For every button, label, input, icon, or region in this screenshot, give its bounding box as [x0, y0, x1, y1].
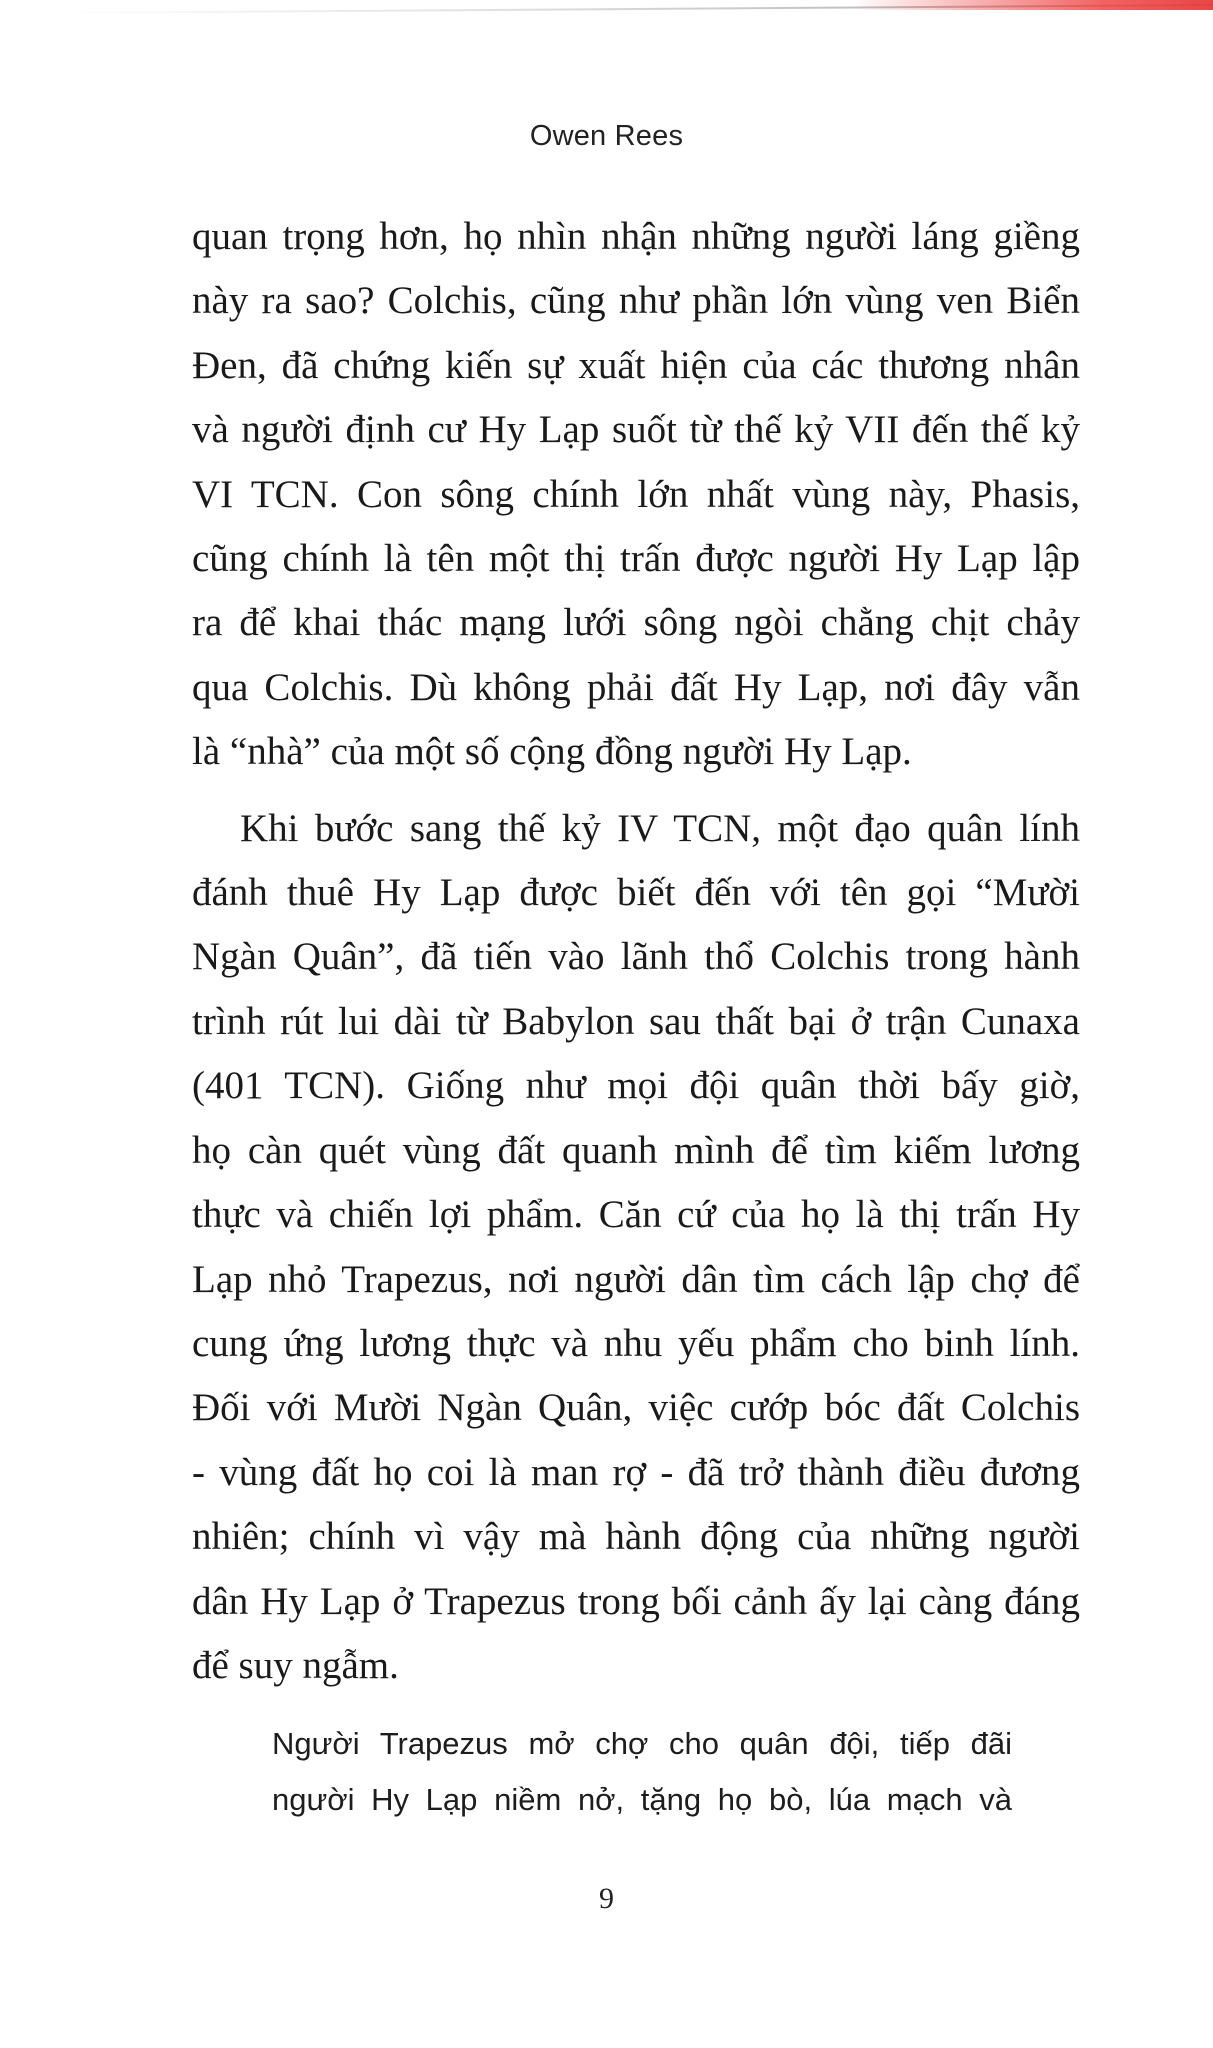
text-line: cung ứng lương thực và nhu yếu phẩm cho binh lính.: [192, 1321, 1080, 1365]
text-line: Đen, đã chứng kiến sự xuất hiện của các thương nhân: [192, 343, 1080, 387]
text-line: Ngàn Quân”, đã tiến vào lãnh thổ Colchis trong hành: [192, 935, 1080, 979]
scan-top-edge: [0, 0, 1213, 16]
text-line: là “nhà” của một số cộng đồng người Hy Lạp.: [192, 730, 912, 774]
text-line: thực và chiến lợi phẩm. Căn cứ của họ là thị trấn Hy: [192, 1193, 1080, 1237]
text-line: cũng chính là tên một thị trấn được người Hy Lạp lập: [192, 537, 1080, 581]
page-number: 9: [599, 1882, 614, 1915]
text-line: ra để khai thác mạng lưới sông ngòi chằng chịt chảy: [192, 601, 1080, 645]
text-line: VI TCN. Con sông chính lớn nhất vùng này, Phasis,: [192, 472, 1080, 516]
text-line: Đối với Mười Ngàn Quân, việc cướp bóc đất Colchis: [192, 1386, 1080, 1430]
text-line: quan trọng hơn, họ nhìn nhận những người láng giềng: [192, 215, 1080, 258]
text-line: - vùng đất họ coi là man rợ - đã trở thành điều đương: [192, 1450, 1080, 1494]
text-line: Khi bước sang thế kỷ IV TCN, một đạo quân lính: [240, 806, 1080, 850]
paragraph-2: [192, 797, 1080, 1699]
text-line: nhiên; chính vì vậy mà hành động của những người: [192, 1515, 1080, 1559]
text-line: (401 TCN). Giống như mọi đội quân thời bấy giờ,: [192, 1064, 1080, 1108]
text-line: để suy ngẫm.: [192, 1643, 399, 1687]
text-line: này ra sao? Colchis, cũng như phần lớn vùng ven Biển: [192, 279, 1080, 323]
body-text: [192, 205, 1080, 1698]
text-line: dân Hy Lạp ở Trapezus trong bối cảnh ấy lại càng đáng: [192, 1579, 1080, 1623]
text-line: qua Colchis. Dù không phải đất Hy Lạp, nơi đây vẫn: [192, 665, 1080, 709]
paragraph-1: [192, 205, 1080, 785]
text-line: Lạp nhỏ Trapezus, nơi người dân tìm cách lập chợ để: [192, 1257, 1080, 1301]
block-quote: [272, 1716, 1012, 1828]
text-line: trình rút lui dài từ Babylon sau thất bại ở trận Cunaxa: [192, 999, 1080, 1043]
text-line: đánh thuê Hy Lạp được biết đến với tên gọi “Mười: [192, 871, 1080, 915]
running-head: Owen Rees: [529, 120, 684, 152]
text-line: và người định cư Hy Lạp suốt từ thế kỷ VII đến thế kỷ: [192, 408, 1080, 452]
quote-line: người Hy Lạp niềm nở, tặng họ bò, lúa mạch và: [272, 1782, 1012, 1817]
red-corner-mark: [853, 0, 1213, 10]
text-line: họ càn quét vùng đất quanh mình để tìm kiếm lương: [192, 1128, 1080, 1172]
quote-line: Người Trapezus mở chợ cho quân đội, tiếp đãi: [272, 1726, 1012, 1761]
